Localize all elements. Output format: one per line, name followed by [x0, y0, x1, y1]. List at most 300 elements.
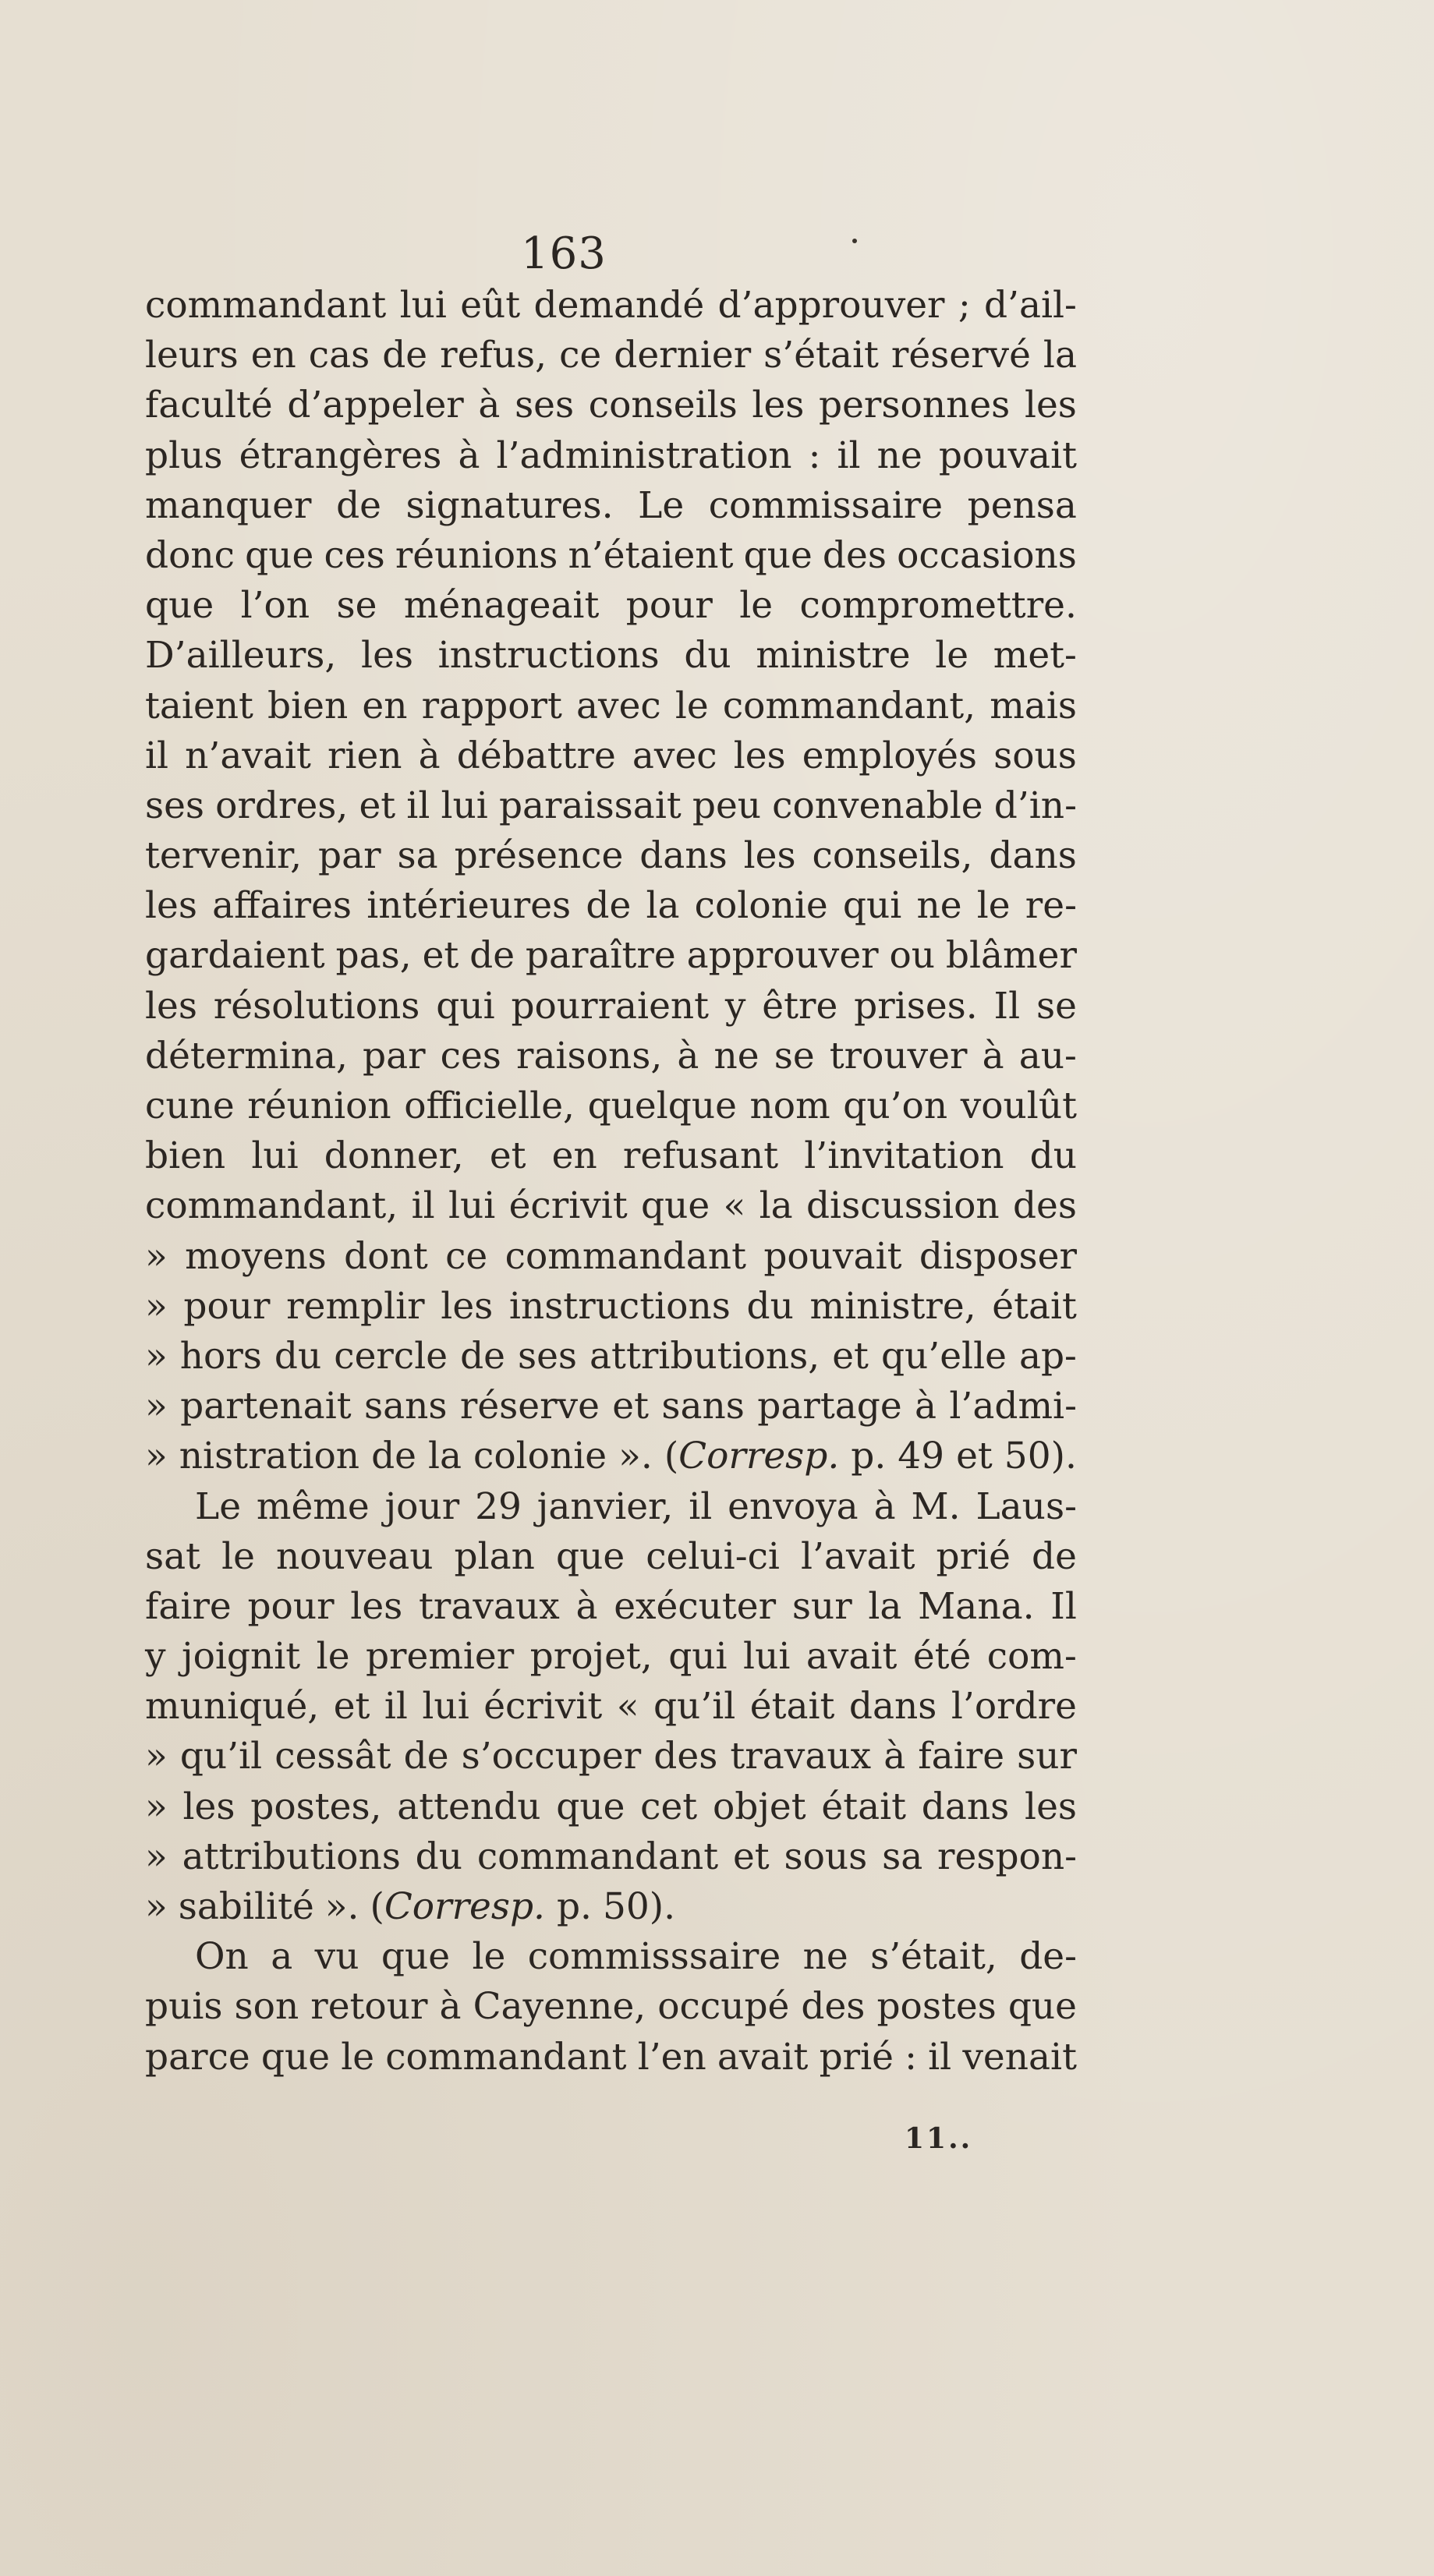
- word: pensa: [967, 483, 1077, 527]
- word: sous: [784, 1835, 868, 1878]
- word: occupé: [657, 1985, 790, 2029]
- word: joignit: [182, 1635, 301, 1679]
- text-line: [145, 331, 1077, 380]
- word: prié: [819, 2035, 894, 2079]
- word: des: [822, 533, 887, 577]
- word: postes,: [250, 1785, 382, 1828]
- text-line: [145, 731, 1077, 781]
- word: venait: [962, 2035, 1077, 2079]
- word: vu: [314, 1935, 359, 1979]
- word: sans: [363, 1385, 448, 1428]
- word: dans: [989, 834, 1077, 878]
- text-line: [145, 1181, 1077, 1231]
- word: pouvait: [763, 1234, 902, 1278]
- word: commissaire: [708, 483, 944, 527]
- word: conseils,: [812, 834, 973, 878]
- word: et: [489, 1134, 526, 1178]
- word: se: [1036, 984, 1077, 1028]
- word: rien: [327, 734, 402, 777]
- word: des: [1012, 1184, 1077, 1228]
- word: approuver: [686, 934, 879, 978]
- word: ses: [515, 384, 575, 427]
- word: l’ordre: [951, 1685, 1077, 1729]
- word: 49: [898, 1435, 945, 1478]
- word: voulût: [960, 1085, 1077, 1127]
- text-column: [145, 281, 1077, 2082]
- word: »: [145, 1835, 168, 1878]
- word: été: [912, 1635, 972, 1679]
- word: que: [641, 1184, 710, 1228]
- word: se: [336, 584, 377, 628]
- word: ne: [802, 1935, 848, 1979]
- word: ne: [713, 1034, 759, 1077]
- word: le: [675, 684, 709, 727]
- word: par: [318, 834, 381, 878]
- word: ménageait: [403, 584, 600, 628]
- word: les: [145, 984, 197, 1028]
- word: peu: [692, 784, 762, 827]
- word: de: [403, 1735, 449, 1778]
- word: refus,: [440, 334, 547, 377]
- word: remplir: [286, 1284, 425, 1328]
- word: l’invitation: [804, 1134, 1004, 1178]
- word: pouvait: [938, 433, 1077, 477]
- word: il: [384, 1685, 408, 1729]
- text-line: [145, 1582, 1077, 1632]
- text-line: [145, 1782, 1077, 1832]
- word: avait: [717, 2035, 809, 2079]
- word: cet: [640, 1785, 698, 1828]
- word: à: [883, 1735, 906, 1778]
- word: la: [759, 1184, 793, 1228]
- word: affaires: [212, 884, 352, 928]
- text-line: [145, 1932, 1077, 1982]
- word: les: [350, 1584, 403, 1628]
- word: commandant,: [145, 1184, 398, 1228]
- text-line: [145, 1632, 1077, 1682]
- word: et: [956, 1435, 993, 1478]
- word: «: [616, 1685, 639, 1729]
- word: écrivit: [483, 1685, 603, 1729]
- word: d’in-: [993, 784, 1077, 827]
- text-line: [145, 1882, 1077, 1932]
- word: du: [415, 1835, 463, 1878]
- word: de-: [1019, 1935, 1077, 1979]
- text-line: [145, 781, 1077, 831]
- word: Le: [195, 1484, 242, 1528]
- word: l’admi-: [949, 1385, 1077, 1428]
- word: com-: [986, 1635, 1077, 1679]
- word: discussion: [806, 1184, 1000, 1228]
- word: trouver: [829, 1034, 968, 1077]
- word: employés: [802, 734, 978, 777]
- word: lui: [422, 1685, 469, 1729]
- text-line: [145, 1682, 1077, 1732]
- word: lui: [441, 784, 488, 827]
- word: faire: [918, 1735, 1005, 1778]
- text-line: [145, 1482, 1077, 1532]
- word: jour: [384, 1484, 460, 1528]
- italic-reference: Corresp.: [384, 1885, 545, 1928]
- word: janvier,: [536, 1484, 674, 1528]
- word: donc: [145, 533, 235, 577]
- word: parce: [145, 2035, 250, 2079]
- word: 29: [475, 1484, 522, 1528]
- word: à: [478, 384, 501, 427]
- word: n’étaient: [568, 533, 734, 577]
- word: conseils: [588, 384, 738, 427]
- word: commandant: [505, 1234, 746, 1278]
- word: et: [359, 784, 396, 827]
- word: rapport: [421, 684, 562, 727]
- word: :: [905, 2035, 917, 2079]
- word: plan: [454, 1534, 535, 1578]
- word: et: [612, 1385, 649, 1428]
- word: qu’il: [179, 1735, 263, 1778]
- word: cune: [145, 1085, 235, 1127]
- word: donner,: [324, 1134, 464, 1178]
- word: ce: [559, 334, 602, 377]
- word: 50).: [602, 1885, 676, 1928]
- word: sans: [661, 1385, 745, 1428]
- word: demandé: [533, 284, 705, 327]
- word: n’avait: [185, 734, 311, 777]
- word: Mana.: [918, 1584, 1035, 1628]
- word: les: [1024, 384, 1077, 427]
- word: les: [1025, 1785, 1077, 1828]
- word: ce: [445, 1234, 488, 1278]
- word: »: [145, 1435, 168, 1478]
- word: la: [1043, 334, 1077, 377]
- word: d’appeler: [287, 384, 464, 427]
- word: personnes: [819, 384, 1011, 427]
- word: que: [260, 2035, 331, 2079]
- word: s’occuper: [461, 1735, 642, 1778]
- word: étrangères: [239, 433, 442, 477]
- word: d’ail-: [983, 284, 1077, 327]
- word: ».: [324, 1885, 359, 1928]
- text-line: [145, 1031, 1077, 1081]
- word: à: [458, 433, 480, 477]
- word: qui: [842, 884, 902, 928]
- word: »: [145, 1885, 168, 1928]
- word: que: [145, 584, 214, 628]
- word: pour: [247, 1584, 335, 1628]
- word: Laus-: [975, 1484, 1077, 1528]
- word: à: [439, 1985, 462, 2029]
- word: il: [145, 734, 169, 777]
- word: débattre: [456, 734, 616, 777]
- word: que: [1007, 1985, 1077, 2029]
- text-line: [145, 1282, 1077, 1332]
- word: réservé: [890, 334, 1031, 377]
- word: réserve: [459, 1385, 600, 1428]
- word: cas: [308, 334, 370, 377]
- word: était: [821, 1785, 907, 1828]
- word: gardaient: [145, 934, 325, 978]
- word: sa: [397, 834, 438, 878]
- word: la: [868, 1584, 902, 1628]
- word: D’ailleurs,: [145, 634, 337, 678]
- word: du: [274, 1334, 322, 1378]
- word: moyens: [185, 1234, 327, 1278]
- text-line: [145, 1382, 1077, 1431]
- word: de: [336, 483, 381, 527]
- word: »: [145, 1334, 168, 1378]
- word: la: [427, 1435, 462, 1478]
- word: la: [646, 884, 680, 928]
- word: tervenir,: [145, 834, 303, 878]
- word: réunion: [247, 1085, 391, 1127]
- word: même: [256, 1484, 370, 1528]
- word: à: [915, 1385, 937, 1428]
- word: de: [1031, 1534, 1077, 1578]
- word: à: [873, 1484, 896, 1528]
- word: commandant: [145, 284, 387, 327]
- word: ces: [440, 1034, 501, 1077]
- word: de: [469, 934, 515, 978]
- text-line: [145, 1131, 1077, 1181]
- word: ».: [618, 1435, 653, 1478]
- word: faire: [145, 1584, 232, 1628]
- word: à: [982, 1034, 1004, 1077]
- word: le: [472, 1935, 506, 1979]
- word: cercle: [334, 1334, 448, 1378]
- text-line: [145, 531, 1077, 581]
- word: manquer: [145, 483, 312, 527]
- word: pour: [625, 584, 713, 628]
- word: ces: [324, 533, 385, 577]
- word: officielle,: [404, 1085, 575, 1127]
- word: du: [746, 1284, 794, 1328]
- word: bien: [145, 1134, 226, 1178]
- word: ne: [876, 433, 922, 477]
- word: commandant,: [722, 684, 976, 727]
- word: On: [195, 1935, 249, 1979]
- word: faculté: [145, 384, 273, 427]
- word: dans: [639, 834, 728, 878]
- word: qui: [668, 1635, 728, 1679]
- text-line: [145, 1832, 1077, 1882]
- word: que: [556, 1534, 625, 1578]
- word: lui: [448, 1184, 496, 1228]
- word: taient: [145, 684, 253, 727]
- word: signatures.: [405, 483, 614, 527]
- word: hors: [179, 1334, 262, 1378]
- word: prié: [936, 1534, 1011, 1578]
- ink-speck: [852, 239, 857, 243]
- word: projet,: [529, 1635, 653, 1679]
- word: nouveau: [275, 1534, 434, 1578]
- word: pour: [183, 1284, 271, 1328]
- word: qui: [436, 984, 495, 1028]
- word: re-: [1025, 884, 1077, 928]
- word: sur: [1017, 1735, 1077, 1778]
- text-line: [145, 1081, 1077, 1131]
- word: les: [752, 384, 805, 427]
- word: instructions: [437, 634, 660, 678]
- word: »: [145, 1785, 168, 1828]
- word: leurs: [145, 334, 239, 377]
- text-line: [145, 681, 1077, 731]
- word: instructions: [508, 1284, 731, 1328]
- word: attributions,: [590, 1334, 820, 1378]
- word: prises.: [854, 984, 978, 1028]
- word: sous: [993, 734, 1077, 777]
- word: du: [684, 634, 731, 678]
- word: que: [245, 533, 314, 577]
- word: en: [362, 684, 408, 727]
- word: réunions: [395, 533, 558, 577]
- word: dernier: [614, 334, 752, 377]
- text-line: [145, 1232, 1077, 1282]
- word: pas,: [335, 934, 412, 978]
- word: dans: [848, 1685, 937, 1729]
- word: écrivit: [508, 1184, 628, 1228]
- text-line: [145, 631, 1077, 681]
- word: dans: [921, 1785, 1010, 1828]
- word: avec: [576, 684, 661, 727]
- text-line: [145, 1732, 1077, 1782]
- text-line: [145, 581, 1077, 631]
- page-number: 163: [521, 228, 607, 279]
- word: lui: [251, 1134, 299, 1178]
- word: puis: [145, 1985, 223, 2029]
- word: le: [976, 884, 1011, 928]
- word: lui: [743, 1635, 791, 1679]
- word: et: [333, 1685, 370, 1729]
- word: des: [653, 1735, 718, 1778]
- word: le: [935, 634, 969, 678]
- word: :: [808, 433, 821, 477]
- word: détermina,: [145, 1034, 348, 1077]
- word: a: [271, 1935, 293, 1979]
- word: pourraient: [511, 984, 710, 1028]
- word: les: [145, 884, 197, 928]
- word: attendu: [397, 1785, 541, 1828]
- word: était: [992, 1284, 1077, 1328]
- text-line: [145, 281, 1077, 331]
- word: l’avait: [800, 1534, 915, 1578]
- word: en: [551, 1134, 597, 1178]
- word: »: [145, 1284, 168, 1328]
- word: postes: [876, 1985, 997, 2029]
- word: des: [801, 1985, 866, 2029]
- word: s’était,: [870, 1935, 997, 1979]
- word: par: [363, 1034, 426, 1077]
- word: muniqué,: [145, 1685, 320, 1729]
- word: que: [743, 533, 813, 577]
- word: y: [145, 1635, 166, 1679]
- word: l’en: [637, 2035, 706, 2079]
- word: qu’elle: [880, 1334, 1007, 1378]
- word: disposer: [919, 1234, 1077, 1278]
- text-line: [145, 431, 1077, 481]
- text-line: [145, 1532, 1077, 1582]
- word: (Corresp. p.: [370, 1885, 592, 1928]
- word: Il: [993, 984, 1021, 1028]
- text-line: [145, 1982, 1077, 2032]
- word: Cayenne,: [473, 1985, 646, 2029]
- word: d’approuver: [717, 284, 945, 327]
- text-line: [145, 380, 1077, 430]
- word: refusant: [622, 1134, 779, 1178]
- word: il: [689, 1484, 713, 1528]
- word: ou: [889, 934, 936, 978]
- word: résolutions: [213, 984, 420, 1028]
- word: respon-: [937, 1835, 1077, 1878]
- word: celui-ci: [646, 1534, 780, 1578]
- word: était: [749, 1685, 835, 1729]
- word: partenait: [180, 1385, 352, 1428]
- word: (Corresp. p.: [664, 1435, 887, 1478]
- word: raisons,: [516, 1034, 663, 1077]
- italic-reference: Corresp.: [678, 1435, 840, 1478]
- word: attributions: [182, 1835, 401, 1878]
- word: bien: [267, 684, 349, 727]
- signature-mark: 11..: [905, 2122, 973, 2155]
- word: colonie: [694, 884, 828, 928]
- word: avait: [806, 1635, 898, 1679]
- word: qu’il: [653, 1685, 736, 1729]
- word: se: [774, 1034, 815, 1077]
- word: nom: [749, 1085, 830, 1127]
- word: ses: [517, 1334, 578, 1378]
- word: le: [739, 584, 774, 628]
- word: colonie: [473, 1435, 607, 1478]
- word: y: [724, 984, 746, 1028]
- text-line: [145, 931, 1077, 981]
- word: «: [723, 1184, 746, 1228]
- word: sat: [145, 1534, 201, 1578]
- word: plus: [145, 433, 223, 477]
- word: sur: [791, 1584, 852, 1628]
- word: »: [145, 1385, 168, 1428]
- word: met-: [993, 634, 1077, 678]
- word: de: [382, 334, 428, 377]
- word: le: [221, 1534, 255, 1578]
- word: eût: [460, 284, 521, 327]
- word: commandant: [476, 1835, 719, 1878]
- word: dont: [344, 1234, 428, 1278]
- text-line: [145, 481, 1077, 531]
- word: commandant: [385, 2035, 627, 2079]
- word: sa: [882, 1835, 923, 1878]
- word: retour: [310, 1985, 428, 2029]
- word: ;: [958, 284, 971, 327]
- word: M.: [911, 1484, 961, 1528]
- word: sabilité: [178, 1885, 314, 1928]
- text-line: [145, 2033, 1077, 2082]
- word: travaux: [418, 1584, 560, 1628]
- word: à: [575, 1584, 598, 1628]
- word: l’administration: [496, 433, 792, 477]
- word: le: [341, 2035, 375, 2079]
- word: et: [832, 1334, 869, 1378]
- word: paraissait: [498, 784, 682, 827]
- word: ap-: [1018, 1334, 1077, 1378]
- word: intérieures: [366, 884, 572, 928]
- word: ses: [145, 784, 205, 827]
- word: il: [411, 1184, 435, 1228]
- word: à: [677, 1034, 699, 1077]
- word: occasions: [897, 533, 1077, 577]
- word: mais: [990, 684, 1077, 727]
- word: du: [1029, 1134, 1077, 1178]
- word: et: [422, 934, 459, 978]
- word: l’on: [240, 584, 310, 628]
- word: les: [733, 734, 786, 777]
